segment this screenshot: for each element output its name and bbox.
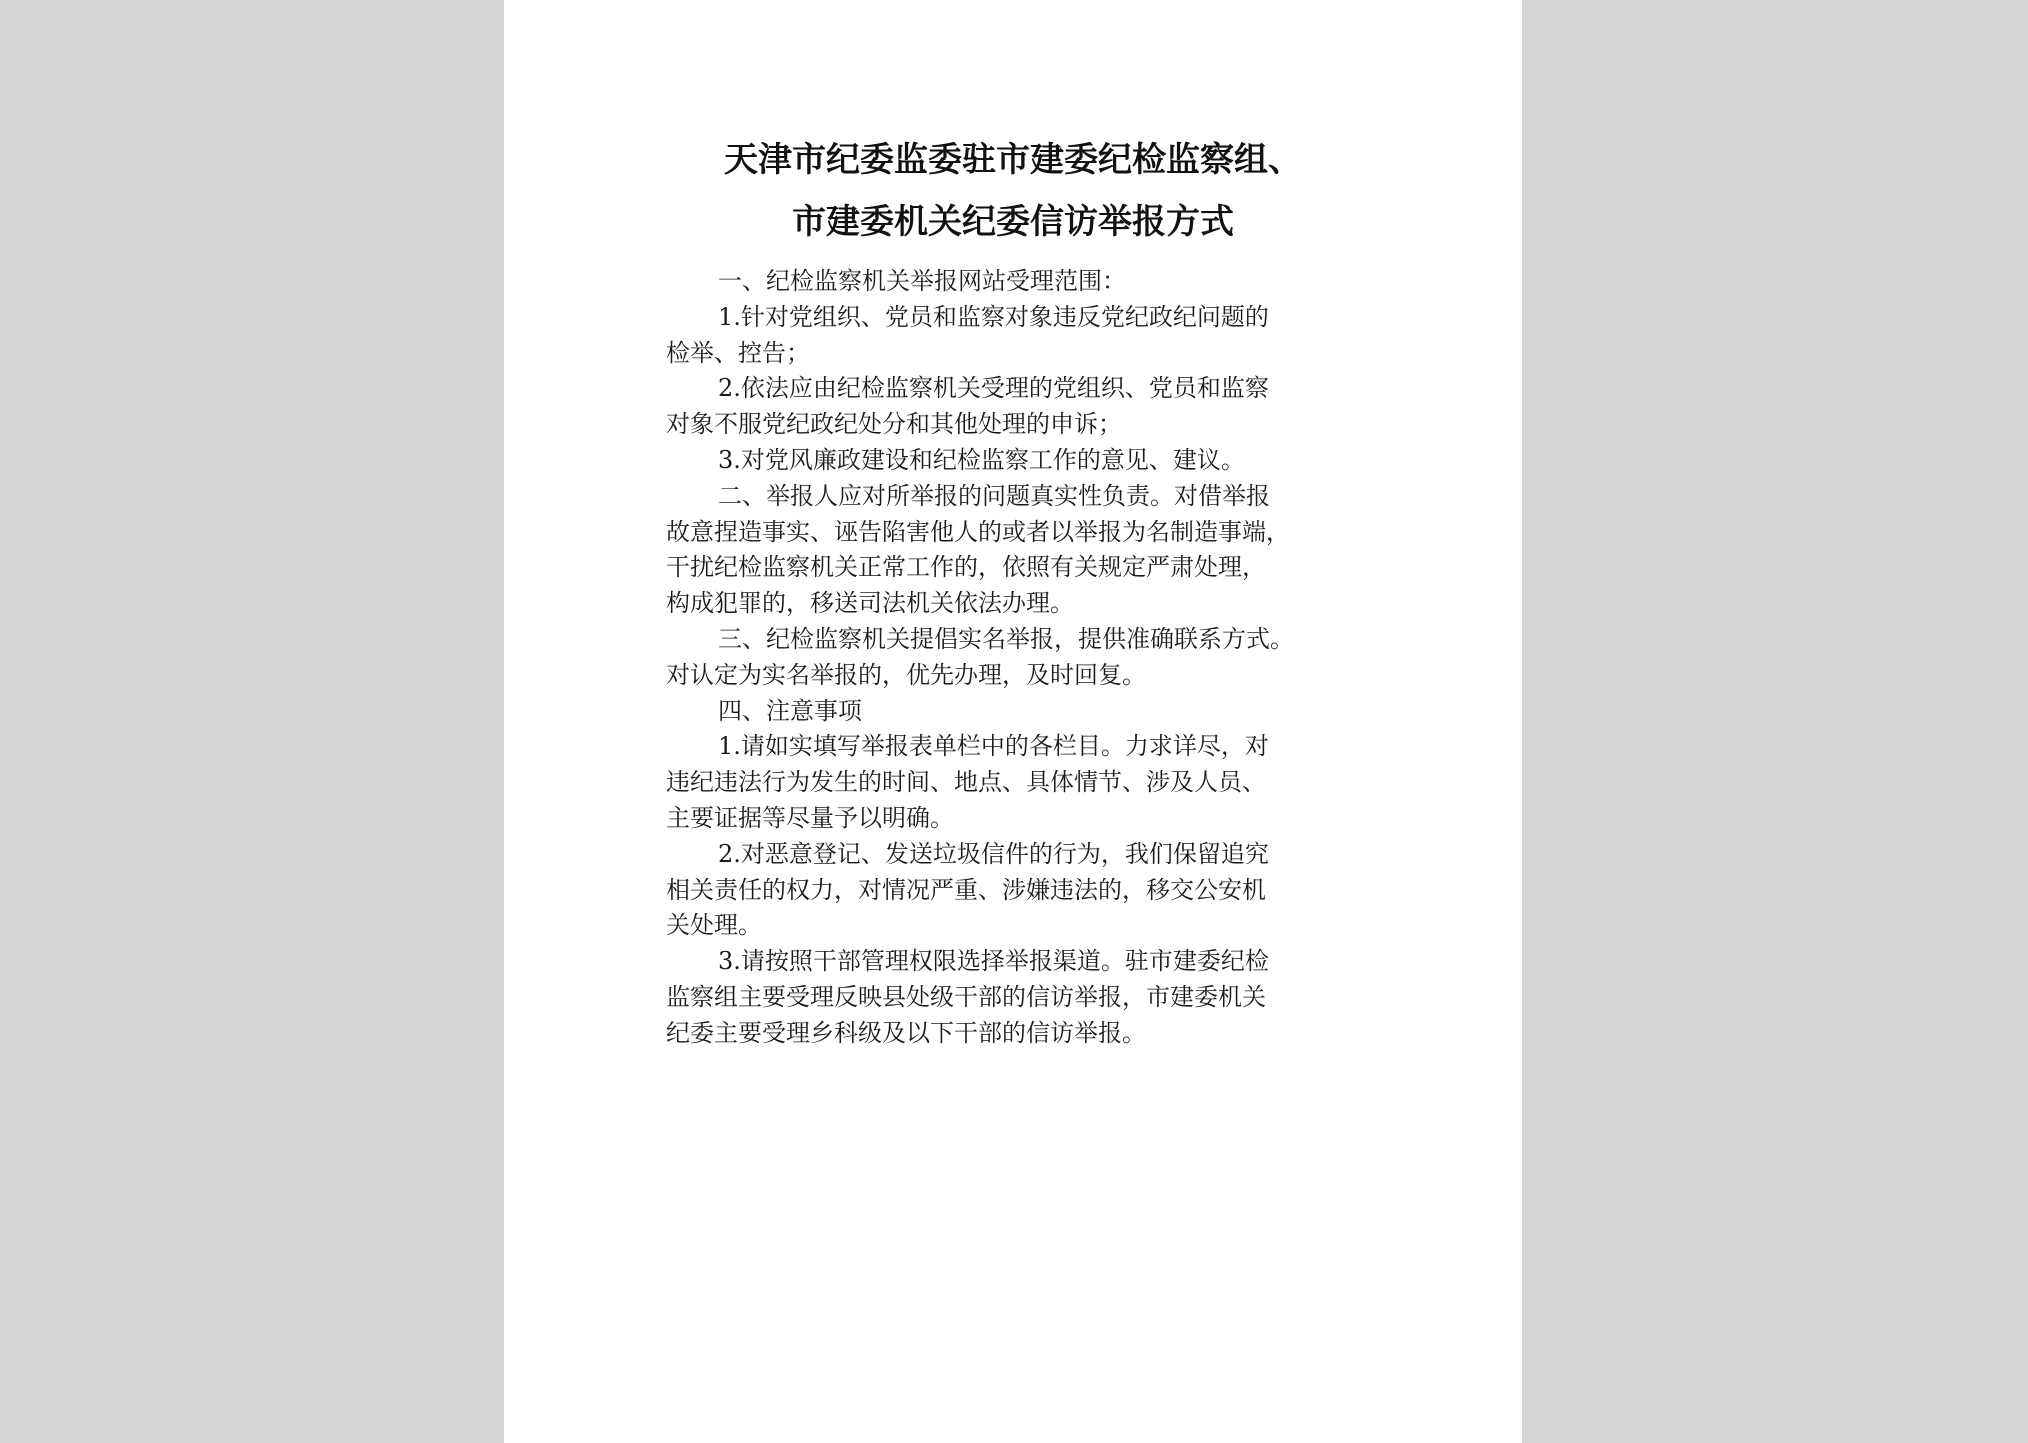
body-line: 3.请按照干部管理权限选择举报渠道。驻市建委纪检 [718, 947, 1269, 976]
body-line: 违纪违法行为发生的时间、地点、具体情节、涉及人员、 [666, 768, 1266, 797]
document-body [666, 264, 1396, 1052]
body-line: 二、举报人应对所举报的问题真实性负责。对借举报 [718, 481, 1270, 510]
document-title-line-1: 天津市纪委监委驻市建委纪检监察组、 [724, 140, 1302, 180]
body-line: 监察组主要受理反映县处级干部的信访举报，市建委机关 [666, 982, 1266, 1011]
body-line: 干扰纪检监察机关正常工作的，依照有关规定严肃处理， [666, 553, 1266, 582]
body-line: 四、注意事项 [718, 696, 862, 725]
body-line: 3.对党风廉政建设和纪检监察工作的意见、建议。 [718, 445, 1245, 474]
body-line: 关处理。 [666, 911, 762, 940]
body-line: 主要证据等尽量予以明确。 [666, 803, 954, 832]
body-line: 纪委主要受理乡科级及以下干部的信访举报。 [666, 1018, 1146, 1047]
body-line: 对象不服党纪政纪处分和其他处理的申诉； [666, 410, 1122, 439]
body-line: 1.针对党组织、党员和监察对象违反党纪政纪问题的 [718, 302, 1269, 331]
body-line: 对认定为实名举报的，优先办理，及时回复。 [666, 660, 1146, 689]
body-line: 相关责任的权力，对情况严重、涉嫌违法的，移交公安机 [666, 875, 1266, 904]
document-page [504, 0, 1522, 1443]
body-line: 三、纪检监察机关提倡实名举报，提供准确联系方式。 [718, 624, 1294, 653]
body-line: 2.对恶意登记、发送垃圾信件的行为，我们保留追究 [718, 839, 1269, 868]
body-line: 一、纪检监察机关举报网站受理范围： [718, 267, 1126, 295]
body-line: 1.请如实填写举报表单栏中的各栏目。力求详尽，对 [718, 732, 1269, 761]
body-line: 故意捏造事实、诬告陷害他人的或者以举报为名制造事端， [666, 517, 1290, 546]
body-line: 构成犯罪的，移送司法机关依法办理。 [666, 589, 1074, 618]
document-title-line-2: 市建委机关纪委信访举报方式 [792, 202, 1234, 242]
body-line: 检举、控告； [666, 338, 810, 367]
body-line: 2.依法应由纪检监察机关受理的党组织、党员和监察 [718, 374, 1269, 403]
